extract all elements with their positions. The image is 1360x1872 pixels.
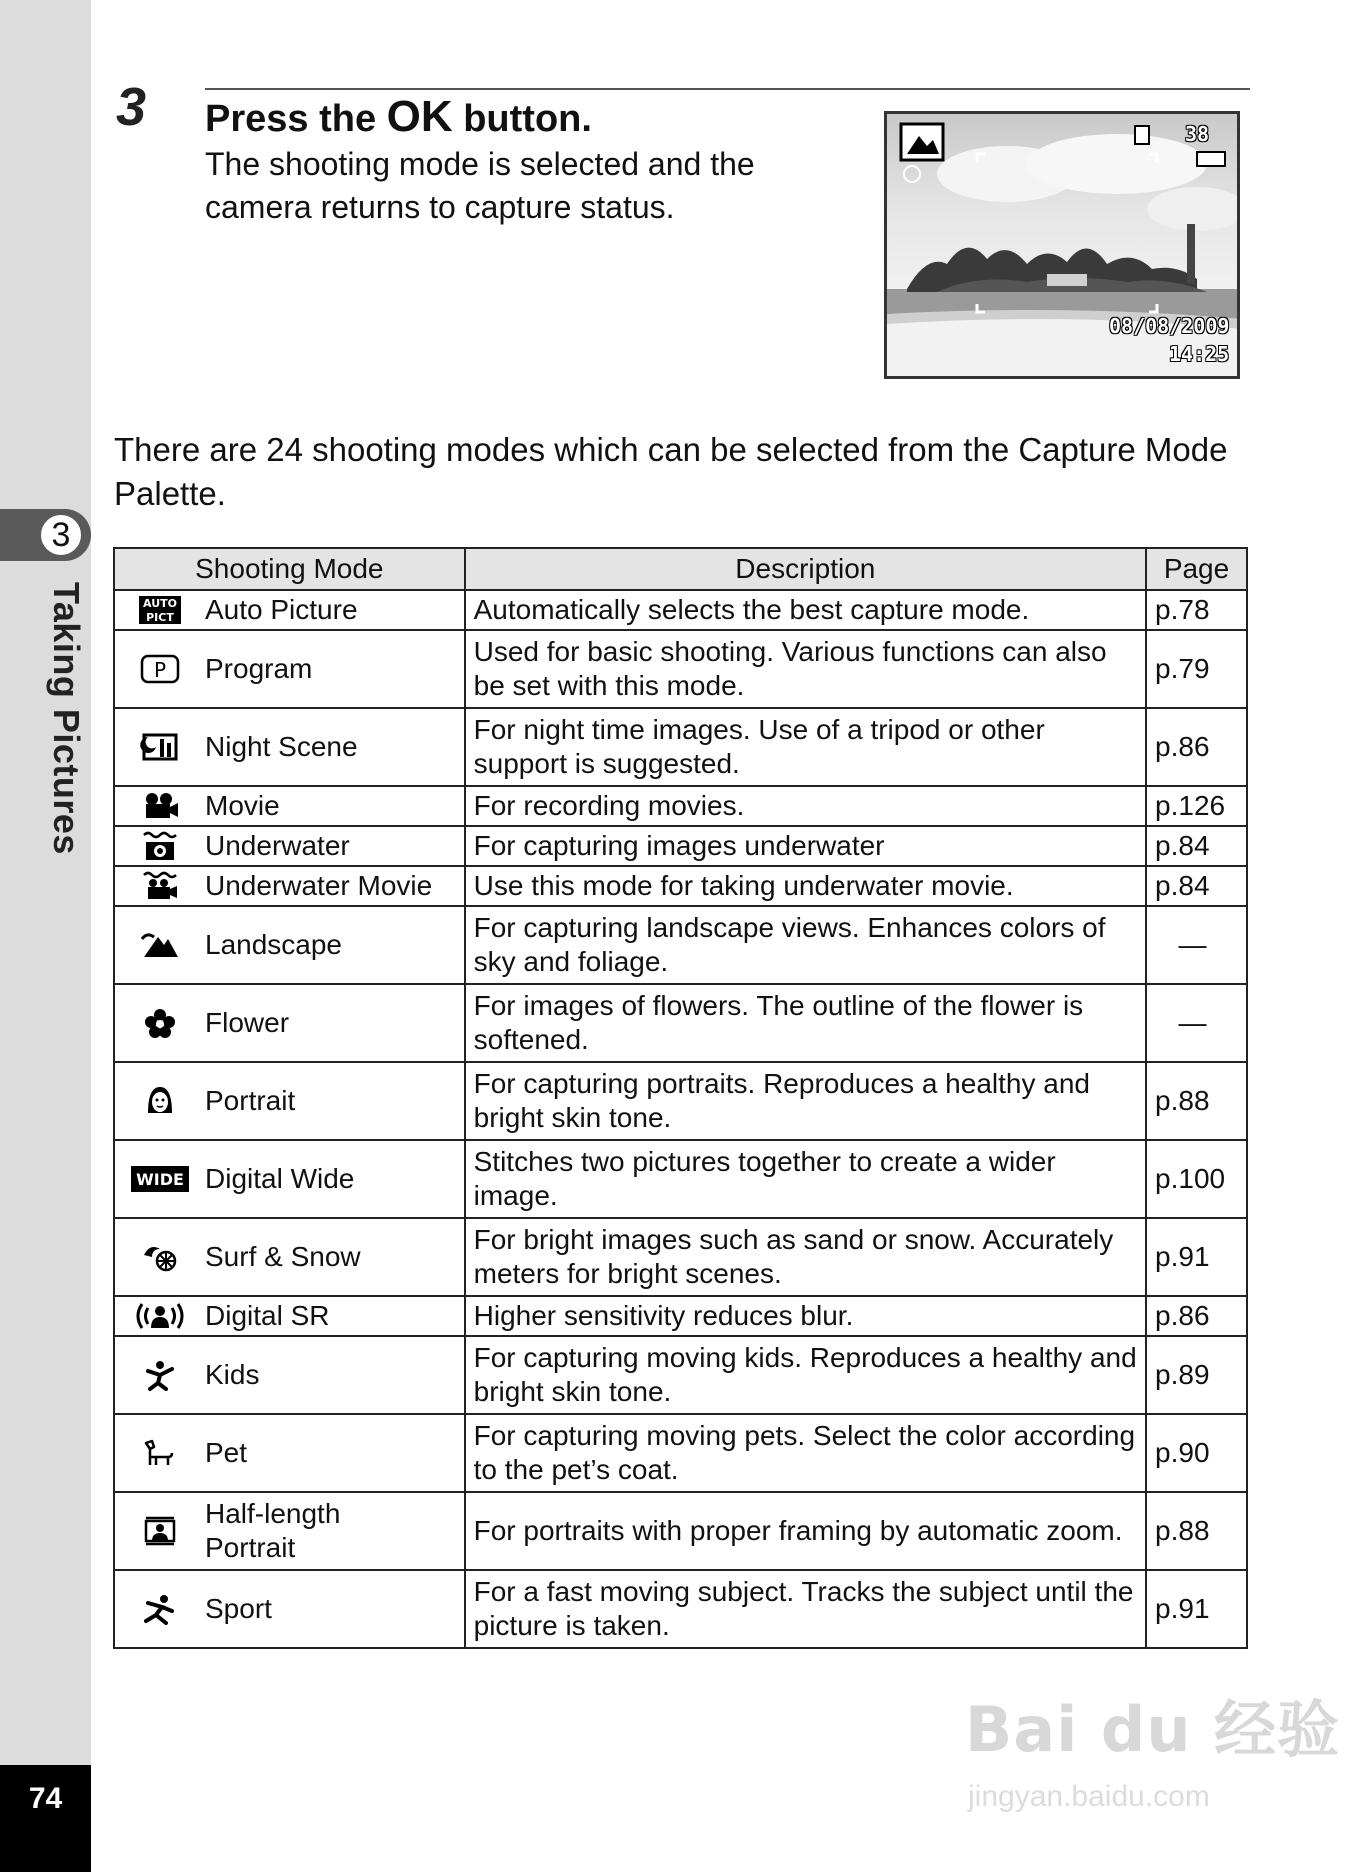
table-row [114, 590, 1247, 630]
mode-name: Pet [205, 1437, 248, 1468]
mode-page-ref: p.126 [1146, 786, 1247, 826]
mode-cell [114, 866, 465, 906]
table-row [114, 708, 1247, 786]
underwater-movie-icon [115, 870, 205, 902]
step-divider [205, 88, 1250, 90]
step-number: 3 [116, 77, 145, 137]
mode-description: For images of flowers. The outline of the flower is softened. [465, 984, 1146, 1062]
step-body: The shooting mode is selected and the camera returns to capture status. [205, 146, 755, 225]
lcd-time: 14:25 [1169, 342, 1230, 366]
digital-wide-icon [115, 1165, 205, 1193]
mode-name: Underwater Movie [205, 870, 433, 901]
table-header-row [114, 548, 1247, 590]
svg-text:P: P [153, 658, 167, 682]
table-row [114, 1492, 1247, 1570]
header-description: Description [465, 548, 1146, 590]
mode-cell [114, 906, 465, 984]
beach-scene-image [887, 114, 1240, 379]
portrait-icon [115, 1085, 205, 1117]
ok-button-label: OK [386, 92, 453, 141]
table-row [114, 1062, 1247, 1140]
mode-name: Movie [205, 790, 280, 821]
mode-cell [114, 984, 465, 1062]
kids-icon [115, 1359, 205, 1391]
mode-page-ref: — [1146, 906, 1247, 984]
mode-page-ref: p.84 [1146, 826, 1247, 866]
mode-cell [114, 1062, 465, 1140]
mode-cell [114, 1140, 465, 1218]
mode-description: Higher sensitivity reduces blur. [465, 1296, 1146, 1336]
mode-page-ref: p.88 [1146, 1062, 1247, 1140]
chapter-sidebar [0, 0, 91, 1872]
mode-cell [114, 708, 465, 786]
chapter-number: 3 [38, 512, 84, 558]
mode-description: For portraits with proper framing by automatic zoom. [465, 1492, 1146, 1570]
mode-cell [114, 1492, 465, 1570]
mode-page-ref: — [1146, 984, 1247, 1062]
mode-page-ref: p.90 [1146, 1414, 1247, 1492]
sport-icon [115, 1593, 205, 1625]
table-row [114, 1414, 1247, 1492]
baidu-watermark-url: jingyan.baidu.com [968, 1780, 1210, 1813]
digital-sr-icon [115, 1300, 205, 1332]
mode-page-ref: p.78 [1146, 590, 1247, 630]
camera-lcd-screen [884, 111, 1240, 379]
table-row [114, 786, 1247, 826]
underwater-icon [115, 830, 205, 862]
program-icon [115, 654, 205, 684]
mode-cell [114, 826, 465, 866]
mode-description: For recording movies. [465, 786, 1146, 826]
table-row [114, 984, 1247, 1062]
mode-page-ref: p.89 [1146, 1336, 1247, 1414]
header-page: Page [1146, 548, 1247, 590]
mode-name: Program [205, 653, 313, 684]
mode-page-ref: p.100 [1146, 1140, 1247, 1218]
mode-cell [114, 1570, 465, 1648]
header-shooting-mode: Shooting Mode [114, 548, 465, 590]
mode-cell [114, 1296, 465, 1336]
intro-paragraph: There are 24 shooting modes which can be selected from the Capture Mode Palette. [114, 431, 1228, 512]
mode-name: Portrait [205, 1085, 296, 1116]
mode-name: Digital SR [205, 1300, 330, 1331]
mode-cell [114, 1414, 465, 1492]
mode-description: For capturing images underwater [465, 826, 1146, 866]
page-number: 74 [28, 1782, 63, 1815]
step-title-prefix: Press the [205, 98, 387, 140]
mode-name: Half-length Portrait [205, 1498, 341, 1563]
mode-description: For capturing moving kids. Reproduces a healthy and bright skin tone. [465, 1336, 1146, 1414]
mode-cell [114, 590, 465, 630]
baidu-watermark: Bai du 经验 [965, 1693, 1341, 1766]
mode-description: For capturing portraits. Reproduces a healthy and bright skin tone. [465, 1062, 1146, 1140]
mode-description: For night time images. Use of a tripod or other support is suggested. [465, 708, 1146, 786]
mode-description: Use this mode for taking underwater movie. [465, 866, 1146, 906]
table-row [114, 1140, 1247, 1218]
svg-text:PICT: PICT [146, 611, 174, 624]
table-row [114, 1218, 1247, 1296]
mode-description: For bright images such as sand or snow. Accurately meters for bright scenes. [465, 1218, 1146, 1296]
mode-name: Kids [205, 1359, 260, 1390]
mode-description: For capturing landscape views. Enhances colors of sky and foliage. [465, 906, 1146, 984]
mode-name: Auto Picture [205, 594, 358, 625]
mode-description: Stitches two pictures together to create a wider image. [465, 1140, 1146, 1218]
step-title [205, 92, 592, 142]
mode-page-ref: p.91 [1146, 1218, 1247, 1296]
table-row [114, 826, 1247, 866]
table-row [114, 906, 1247, 984]
table-row [114, 1296, 1247, 1336]
flower-icon [115, 1007, 205, 1039]
mode-name: Night Scene [205, 731, 358, 762]
mode-name: Underwater [205, 830, 350, 861]
svg-text:WIDE: WIDE [136, 1170, 184, 1189]
step-title-suffix: button. [452, 98, 592, 140]
mode-cell [114, 1218, 465, 1296]
mode-cell [114, 630, 465, 708]
chapter-title: Taking Pictures [46, 582, 87, 855]
table-row [114, 630, 1247, 708]
landscape-icon [115, 929, 205, 961]
table-row [114, 866, 1247, 906]
surf-snow-icon [115, 1241, 205, 1273]
mode-page-ref: p.91 [1146, 1570, 1247, 1648]
mode-page-ref: p.86 [1146, 1296, 1247, 1336]
svg-text:AUTO: AUTO [143, 597, 177, 610]
mode-description: Automatically selects the best capture mode. [465, 590, 1146, 630]
shots-remaining: 38 [1185, 122, 1210, 146]
movie-icon [115, 790, 205, 822]
mode-cell [114, 1336, 465, 1414]
mode-name: Landscape [205, 929, 343, 960]
mode-name: Surf & Snow [205, 1241, 361, 1272]
mode-page-ref: p.79 [1146, 630, 1247, 708]
mode-description: For a fast moving subject. Tracks the subject until the picture is taken. [465, 1570, 1146, 1648]
mode-page-ref: p.86 [1146, 708, 1247, 786]
night-scene-icon [115, 731, 205, 763]
mode-description: For capturing moving pets. Select the color according to the pet’s coat. [465, 1414, 1146, 1492]
shooting-modes-table [113, 547, 1248, 1649]
mode-page-ref: p.88 [1146, 1492, 1247, 1570]
half-length-portrait-icon [115, 1515, 205, 1547]
table-row [114, 1336, 1247, 1414]
lcd-date: 08/08/2009 [1109, 314, 1230, 338]
table-row [114, 1570, 1247, 1648]
mode-description: Used for basic shooting. Various functions can also be set with this mode. [465, 630, 1146, 708]
mode-name: Sport [205, 1593, 272, 1624]
mode-name: Digital Wide [205, 1163, 355, 1194]
auto-picture-icon [115, 595, 205, 625]
mode-page-ref: p.84 [1146, 866, 1247, 906]
mode-cell [114, 786, 465, 826]
pet-icon [115, 1437, 205, 1469]
mode-name: Flower [205, 1007, 290, 1038]
